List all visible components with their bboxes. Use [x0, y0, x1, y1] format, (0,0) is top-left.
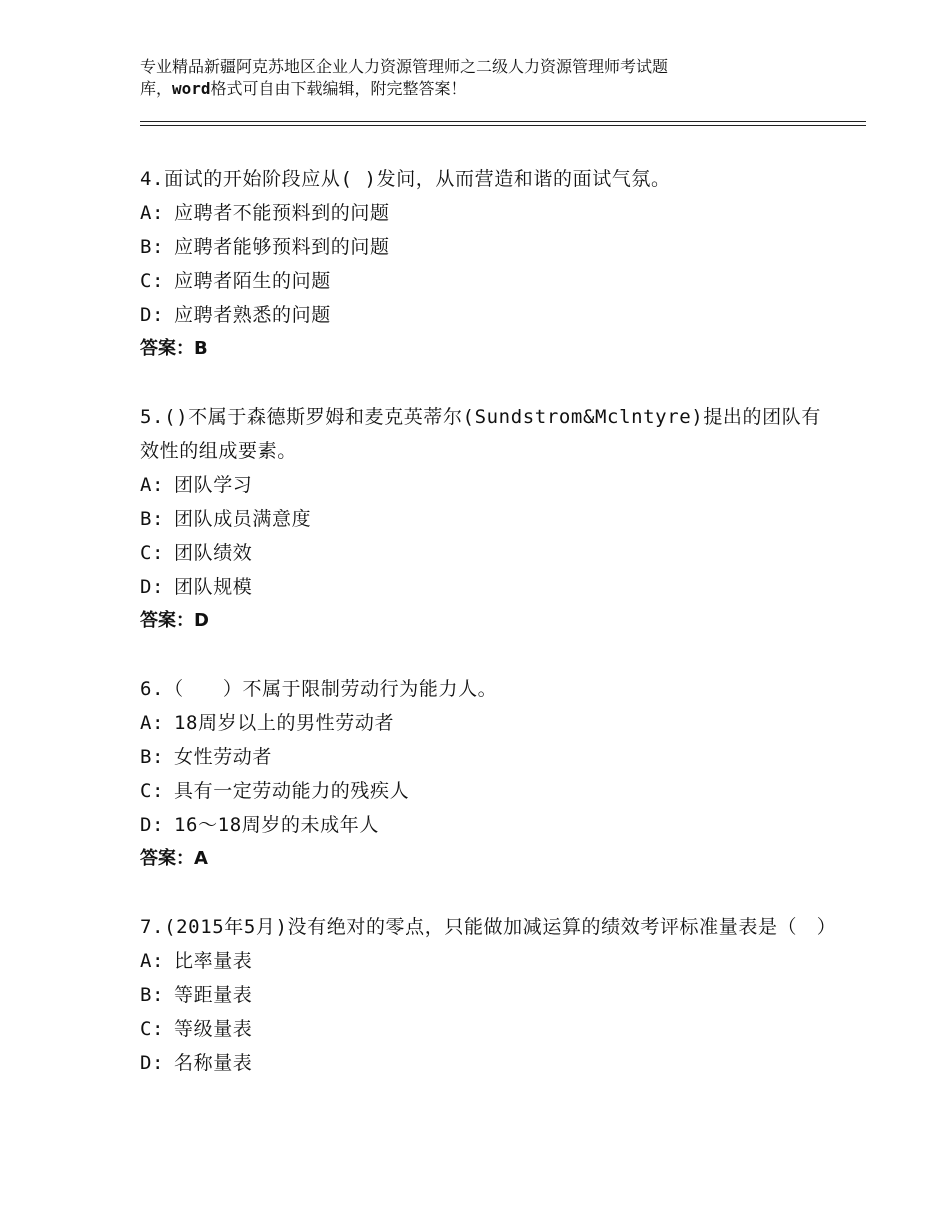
header-word-label: word	[172, 79, 211, 98]
option-text: 团队绩效	[174, 542, 253, 564]
option-letter: C:	[140, 542, 165, 564]
option-letter: B:	[140, 746, 165, 768]
answer-label: 答案：B	[140, 338, 208, 359]
header-line-1: 专业精品新疆阿克苏地区企业人力资源管理师之二级人力资源管理师考试题	[140, 57, 669, 76]
option-letter: A:	[140, 950, 165, 972]
question-text: 7.(2015年5月)没有绝对的零点，只能做加减运算的绩效考评标准量表是（ ）	[140, 916, 837, 938]
question-5	[140, 400, 840, 638]
answer-label: 答案：A	[140, 848, 208, 869]
option-text: 名称量表	[174, 1052, 253, 1074]
option-letter: C:	[140, 1018, 165, 1040]
option-d	[140, 808, 840, 842]
option-letter: A:	[140, 712, 165, 734]
header-line-2	[140, 78, 840, 100]
answer-label: 答案：D	[140, 610, 209, 631]
option-a	[140, 706, 840, 740]
option-b	[140, 978, 840, 1012]
option-b	[140, 502, 840, 536]
question-text: 5.()不属于森德斯罗姆和麦克英蒂尔(Sundstrom&Mclntyre)提出的团队有效性的组成要素。	[140, 406, 821, 462]
header-line-2-prefix: 库，	[140, 79, 173, 98]
option-b	[140, 740, 840, 774]
option-d	[140, 1046, 840, 1080]
header-line-2-suffix: 格式可自由下载编辑，附完整答案！	[210, 79, 467, 98]
option-text: 16～18周岁的未成年人	[174, 814, 379, 836]
option-text: 应聘者熟悉的问题	[174, 304, 331, 326]
option-c	[140, 1012, 840, 1046]
option-letter: A:	[140, 202, 165, 224]
option-text: 女性劳动者	[174, 746, 273, 768]
option-text: 比率量表	[174, 950, 253, 972]
option-text: 团队成员满意度	[174, 508, 312, 530]
document-header	[140, 56, 840, 100]
option-letter: A:	[140, 474, 165, 496]
option-a	[140, 468, 840, 502]
option-letter: B:	[140, 508, 165, 530]
option-letter: D:	[140, 304, 165, 326]
option-a	[140, 196, 840, 230]
spacer	[140, 876, 840, 910]
option-text: 应聘者能够预料到的问题	[174, 236, 390, 258]
option-c	[140, 536, 840, 570]
spacer	[140, 638, 840, 672]
option-text: 应聘者陌生的问题	[174, 270, 331, 292]
option-letter: D:	[140, 814, 165, 836]
option-letter: B:	[140, 236, 165, 258]
question-text: 6.（ ）不属于限制劳动行为能力人。	[140, 678, 498, 700]
option-b	[140, 230, 840, 264]
option-text: 团队规模	[174, 576, 253, 598]
option-text: 等级量表	[174, 1018, 253, 1040]
option-c	[140, 774, 840, 808]
question-6	[140, 672, 840, 876]
option-a	[140, 944, 840, 978]
header-divider-bottom	[140, 125, 866, 126]
option-letter: C:	[140, 270, 165, 292]
option-text: 应聘者不能预料到的问题	[174, 202, 390, 224]
question-list	[140, 162, 840, 1080]
option-d	[140, 298, 840, 332]
question-4	[140, 162, 840, 366]
option-text: 18周岁以上的男性劳动者	[174, 712, 395, 734]
option-letter: D:	[140, 1052, 165, 1074]
option-letter: D:	[140, 576, 165, 598]
option-text: 具有一定劳动能力的残疾人	[174, 780, 410, 802]
spacer	[140, 366, 840, 400]
option-d	[140, 570, 840, 604]
question-7	[140, 910, 840, 1080]
option-letter: B:	[140, 984, 165, 1006]
option-text: 等距量表	[174, 984, 253, 1006]
question-text: 4.面试的开始阶段应从( )发问，从而营造和谐的面试气氛。	[140, 168, 671, 190]
option-letter: C:	[140, 780, 165, 802]
option-text: 团队学习	[174, 474, 253, 496]
header-divider-top	[140, 121, 866, 122]
option-c	[140, 264, 840, 298]
